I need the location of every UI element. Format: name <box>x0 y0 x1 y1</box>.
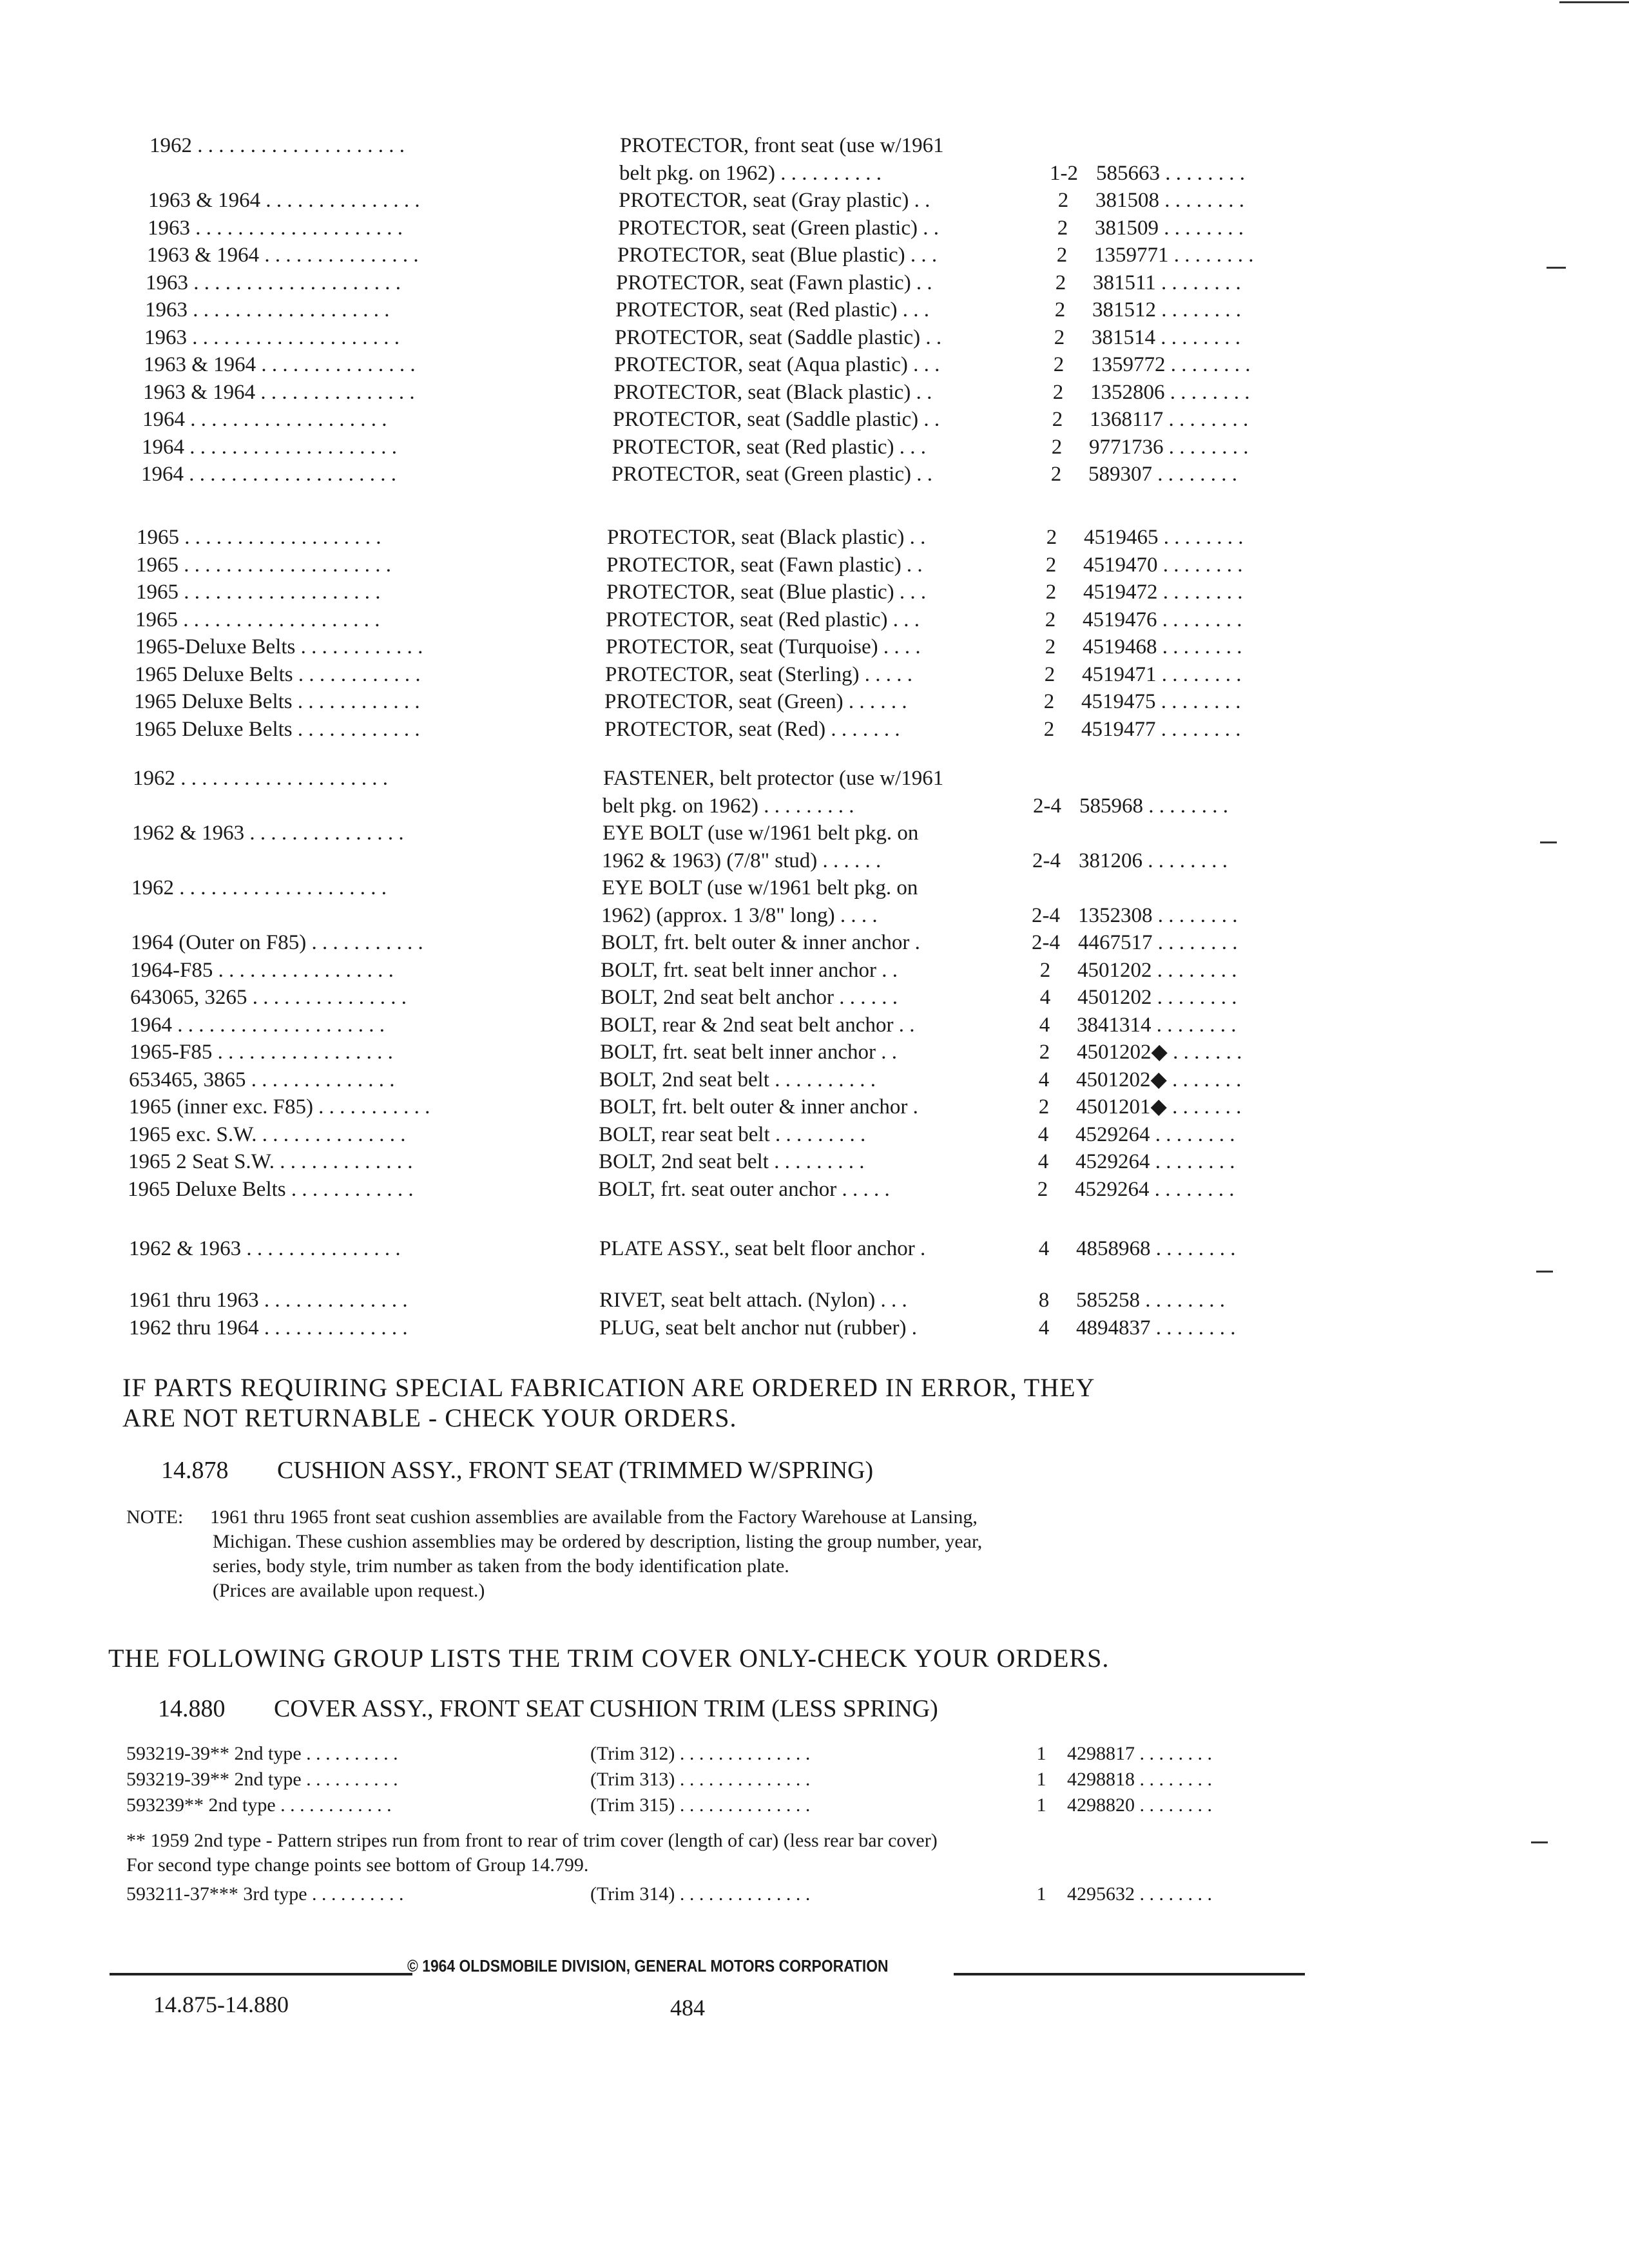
part-number-cell: 381512 . . . . . . . . <box>1092 298 1241 322</box>
part-number-cell: 589307 . . . . . . . . <box>1088 463 1237 486</box>
description-cell: PROTECTOR, seat (Green) . . . . . . <box>604 690 907 713</box>
quantity-cell: 2-4 <box>1032 931 1060 954</box>
group-number: 14.878 <box>161 1457 229 1484</box>
description-cell: 1962 & 1963) (7/8" stud) . . . . . . <box>602 849 882 872</box>
model-cell: 1964 . . . . . . . . . . . . . . . . . . . . <box>130 1013 385 1037</box>
trim-cover-heading: THE FOLLOWING GROUP LISTS THE TRIM COVER ONLY-CHECK YOUR ORDERS. <box>108 1644 1110 1673</box>
table-row <box>137 523 1425 552</box>
model-cell: 1965 Deluxe Belts . . . . . . . . . . . . <box>135 662 421 686</box>
table-row <box>131 874 1420 902</box>
part-number-cell: 4519465 . . . . . . . . <box>1084 526 1244 549</box>
table-row <box>136 551 1425 579</box>
quantity-cell: 2 <box>1039 1041 1050 1064</box>
part-number-cell: 4298818 . . . . . . . . <box>1067 1769 1212 1790</box>
model-cell: 1965-Deluxe Belts . . . . . . . . . . . . <box>135 635 423 658</box>
model-cell: 1964-F85 . . . . . . . . . . . . . . . . . <box>130 958 394 982</box>
description-cell: PROTECTOR, seat (Red plastic) . . . <box>612 435 927 459</box>
quantity-cell: 4 <box>1037 1122 1049 1146</box>
description-cell: BOLT, rear seat belt . . . . . . . . . <box>599 1122 866 1146</box>
quantity-cell: 4 <box>1039 986 1051 1009</box>
model-cell: 1963 . . . . . . . . . . . . . . . . . . . <box>145 298 390 322</box>
model-cell: 653465, 3865 . . . . . . . . . . . . . . <box>129 1068 395 1091</box>
model-cell: 1965 . . . . . . . . . . . . . . . . . . . . <box>136 553 391 577</box>
margin-mark <box>1559 1 1629 3</box>
trim-cell: (Trim 315) . . . . . . . . . . . . . . <box>590 1794 811 1816</box>
table-row <box>129 1066 1418 1094</box>
model-cell: 593239** 2nd type . . . . . . . . . . . . <box>126 1794 392 1816</box>
model-cell: 1963 & 1964 . . . . . . . . . . . . . . . <box>148 189 420 212</box>
model-cell: 1965 . . . . . . . . . . . . . . . . . . . <box>135 608 380 631</box>
model-cell: 1965 Deluxe Belts . . . . . . . . . . . . <box>134 690 420 713</box>
description-cell: PROTECTOR, seat (Fawn plastic) . . <box>606 553 923 577</box>
part-number-cell: 1359771 . . . . . . . . <box>1094 244 1254 267</box>
group-14878-title <box>161 1456 873 1485</box>
quantity-cell: 2 <box>1052 380 1064 404</box>
part-number-cell: 4298820 . . . . . . . . <box>1067 1794 1212 1816</box>
table-row <box>135 606 1424 634</box>
table-row <box>130 956 1419 985</box>
model-cell: 643065, 3265 . . . . . . . . . . . . . . . <box>130 986 407 1009</box>
quantity-cell: 2 <box>1045 635 1056 658</box>
part-number-cell: 4519468 . . . . . . . . <box>1083 635 1242 658</box>
margin-mark <box>1536 1271 1553 1273</box>
quantity-cell: 2 <box>1050 463 1062 486</box>
model-cell: 1963 . . . . . . . . . . . . . . . . . . . . <box>146 271 401 294</box>
description-cell: PROTECTOR, seat (Green plastic) . . <box>618 216 939 240</box>
part-number-cell: 585258 . . . . . . . . <box>1076 1289 1225 1312</box>
description-cell: BOLT, rear & 2nd seat belt anchor . . <box>600 1013 915 1037</box>
quantity-cell: 1 <box>1036 1769 1046 1790</box>
note-line: Michigan. These cushion assemblies may be ordered by description, listing the group number, year, <box>213 1531 983 1552</box>
cover-footnote-line-1: ** 1959 2nd type - Pattern stripes run from front to rear of trim cover (length of car) (less rear bar cover) <box>126 1830 938 1851</box>
table-row <box>131 847 1420 875</box>
description-cell: belt pkg. on 1962) . . . . . . . . . <box>602 794 854 818</box>
description-cell: EYE BOLT (use w/1961 belt pkg. on <box>602 876 918 899</box>
quantity-cell: 2 <box>1045 608 1056 631</box>
quantity-cell: 2 <box>1056 244 1068 267</box>
quantity-cell: 2 <box>1053 353 1065 376</box>
quantity-cell: 4 <box>1037 1150 1049 1173</box>
model-cell: 1965 (inner exc. F85) . . . . . . . . . . . <box>129 1095 430 1119</box>
table-row <box>142 405 1431 434</box>
model-cell: 1962 . . . . . . . . . . . . . . . . . . . . <box>149 134 405 157</box>
model-cell: 1963 & 1964 . . . . . . . . . . . . . . . <box>143 380 415 404</box>
description-cell: PLATE ASSY., seat belt floor anchor . <box>599 1237 926 1260</box>
table-row <box>149 159 1438 187</box>
description-cell: BOLT, 2nd seat belt . . . . . . . . . . <box>599 1068 876 1091</box>
table-row <box>134 687 1423 716</box>
part-number-cell: 381508 . . . . . . . . <box>1095 189 1244 212</box>
description-cell: PLUG, seat belt anchor nut (rubber) . <box>599 1316 918 1340</box>
model-cell: 1962 & 1963 . . . . . . . . . . . . . . . <box>132 822 404 845</box>
part-number-cell: 4519472 . . . . . . . . <box>1083 581 1243 604</box>
group-range: 14.875-14.880 <box>153 1992 289 2017</box>
part-number-cell: 381511 . . . . . . . . <box>1093 271 1241 294</box>
quantity-cell: 2-4 <box>1033 794 1061 818</box>
part-number-cell: 4519470 . . . . . . . . <box>1083 553 1243 577</box>
quantity-cell: 1 <box>1036 1883 1046 1905</box>
description-cell: BOLT, frt. belt outer & inner anchor . <box>599 1095 918 1119</box>
quantity-cell: 2 <box>1044 662 1055 686</box>
part-number-cell: 4501201◆ . . . . . . . <box>1076 1095 1242 1119</box>
margin-mark <box>1531 1841 1548 1843</box>
description-cell: BOLT, frt. belt outer & inner anchor . <box>601 931 920 954</box>
model-cell: 1963 . . . . . . . . . . . . . . . . . . . . <box>144 325 400 349</box>
table-row <box>136 578 1425 606</box>
table-row <box>134 715 1423 744</box>
quantity-cell: 2 <box>1057 216 1068 240</box>
page-number: 484 <box>670 1995 705 2021</box>
table-row <box>144 351 1432 379</box>
description-cell: PROTECTOR, seat (Saddle plastic) . . <box>613 408 940 431</box>
group-14880-title <box>158 1695 938 1723</box>
description-cell: PROTECTOR, seat (Blue plastic) . . . <box>606 581 927 604</box>
warning-line-2: ARE NOT RETURNABLE - CHECK YOUR ORDERS. <box>122 1403 737 1432</box>
trim-cell: (Trim 313) . . . . . . . . . . . . . . <box>590 1769 811 1790</box>
quantity-cell: 2 <box>1045 581 1057 604</box>
part-number-cell: 4298817 . . . . . . . . <box>1067 1743 1212 1764</box>
model-cell: 1962 . . . . . . . . . . . . . . . . . . . . <box>131 876 387 899</box>
description-cell: FASTENER, belt protector (use w/1961 <box>603 767 944 790</box>
model-cell: 1965-F85 . . . . . . . . . . . . . . . . . <box>130 1041 393 1064</box>
table-row <box>148 186 1437 215</box>
table-row <box>130 1011 1418 1039</box>
description-cell: PROTECTOR, seat (Red plastic) . . . <box>606 608 920 631</box>
description-cell: 1962) (approx. 1 3/8" long) . . . . <box>601 903 878 927</box>
quantity-cell: 8 <box>1038 1289 1050 1312</box>
quantity-cell: 2 <box>1052 408 1063 431</box>
table-row <box>141 460 1430 488</box>
quantity-cell: 2 <box>1054 298 1066 322</box>
model-cell: 1964 . . . . . . . . . . . . . . . . . . . . <box>142 435 397 459</box>
table-row <box>130 983 1419 1012</box>
model-cell: 1962 & 1963 . . . . . . . . . . . . . . . <box>129 1237 401 1260</box>
part-number-cell: 1352308 . . . . . . . . <box>1078 903 1238 927</box>
table-row <box>128 1175 1416 1204</box>
quantity-cell: 2-4 <box>1032 849 1061 872</box>
table-row <box>144 323 1433 352</box>
part-number-cell: 4501202 . . . . . . . . <box>1077 986 1237 1009</box>
quantity-cell: 2 <box>1055 271 1066 294</box>
model-cell: 1965 exc. S.W. . . . . . . . . . . . . . . <box>128 1122 406 1146</box>
part-number-cell: 4519475 . . . . . . . . <box>1081 690 1241 713</box>
model-cell: 1965 . . . . . . . . . . . . . . . . . . . <box>136 581 381 604</box>
quantity-cell: 2 <box>1043 717 1055 741</box>
table-row <box>126 1767 1415 1792</box>
description-cell: BOLT, 2nd seat belt . . . . . . . . . <box>599 1150 865 1173</box>
table-row <box>129 1314 1418 1342</box>
part-number-cell: 4529264 . . . . . . . . <box>1075 1122 1235 1146</box>
note-line: (Prices are available upon request.) <box>213 1580 485 1601</box>
group-number: 14.880 <box>158 1695 226 1722</box>
part-number-cell: 585968 . . . . . . . . <box>1079 794 1228 818</box>
model-cell: 1963 & 1964 . . . . . . . . . . . . . . . <box>147 244 419 267</box>
table-row <box>126 1741 1415 1767</box>
note-label: NOTE: <box>126 1506 184 1528</box>
table-row <box>132 792 1421 820</box>
description-cell: PROTECTOR, front seat (use w/1961 <box>620 134 944 157</box>
quantity-cell: 2 <box>1038 1095 1050 1119</box>
part-number-cell: 585663 . . . . . . . . <box>1096 161 1245 185</box>
model-cell: 1963 & 1964 . . . . . . . . . . . . . . . <box>144 353 416 376</box>
note-line: series, body style, trim number as taken from the body identification plate. <box>213 1555 789 1577</box>
table-row <box>133 764 1422 793</box>
description-cell: PROTECTOR, seat (Red) . . . . . . . <box>604 717 900 741</box>
part-number-cell: 4529264 . . . . . . . . <box>1075 1150 1235 1173</box>
description-cell: BOLT, 2nd seat belt anchor . . . . . . <box>601 986 898 1009</box>
warning-line-1: IF PARTS REQUIRING SPECIAL FABRICATION ARE ORDERED IN ERROR, THEY <box>122 1373 1095 1402</box>
footer-rule-left <box>110 1973 412 1975</box>
part-number-cell: 381206 . . . . . . . . <box>1079 849 1228 872</box>
model-cell: 1965 2 Seat S.W. . . . . . . . . . . . . . <box>128 1150 413 1173</box>
quantity-cell: 4 <box>1038 1068 1050 1091</box>
model-cell: 593219-39** 2nd type . . . . . . . . . . <box>126 1769 398 1790</box>
part-number-cell: 1359772 . . . . . . . . <box>1091 353 1251 376</box>
table-row <box>135 660 1423 689</box>
table-row <box>135 633 1424 661</box>
description-cell: PROTECTOR, seat (Black plastic) . . <box>607 526 926 549</box>
quantity-cell: 2 <box>1037 1177 1048 1201</box>
model-cell: 1963 . . . . . . . . . . . . . . . . . . . . <box>148 216 403 240</box>
part-number-cell: 9771736 . . . . . . . . <box>1089 435 1249 459</box>
description-cell: PROTECTOR, seat (Red plastic) . . . <box>615 298 930 322</box>
table-row <box>128 1148 1417 1176</box>
description-cell: PROTECTOR, seat (Aqua plastic) . . . <box>614 353 940 376</box>
model-cell: 1965 Deluxe Belts . . . . . . . . . . . . <box>134 717 420 741</box>
group-title: CUSHION ASSY., FRONT SEAT (TRIMMED W/SPRING) <box>277 1457 874 1484</box>
description-cell: PROTECTOR, seat (Sterling) . . . . . <box>605 662 912 686</box>
description-cell: BOLT, frt. seat outer anchor . . . . . <box>598 1177 890 1201</box>
table-row <box>147 241 1436 269</box>
model-cell: 593219-39** 2nd type . . . . . . . . . . <box>126 1743 398 1764</box>
table-row <box>126 1881 1415 1907</box>
trim-cell: (Trim 312) . . . . . . . . . . . . . . <box>590 1743 811 1764</box>
part-number-cell: 4501202 . . . . . . . . <box>1077 958 1237 982</box>
footer-rule-right <box>954 1973 1305 1975</box>
description-cell: belt pkg. on 1962) . . . . . . . . . . <box>619 161 882 185</box>
part-number-cell: 381509 . . . . . . . . <box>1095 216 1244 240</box>
description-cell: RIVET, seat belt attach. (Nylon) . . . <box>599 1289 907 1312</box>
part-number-cell: 4467517 . . . . . . . . <box>1078 931 1238 954</box>
copyright-notice: © 1964 OLDSMOBILE DIVISION, GENERAL MOTORS CORPORATION <box>407 1956 889 1975</box>
part-number-cell: 4519476 . . . . . . . . <box>1083 608 1242 631</box>
model-cell: 1964 (Outer on F85) . . . . . . . . . . . <box>131 931 423 954</box>
description-cell: BOLT, frt. seat belt inner anchor . . <box>601 958 898 982</box>
table-row <box>126 1792 1415 1818</box>
model-cell: 1965 . . . . . . . . . . . . . . . . . . . <box>137 526 381 549</box>
quantity-cell: 1-2 <box>1050 161 1078 185</box>
table-row <box>148 214 1436 242</box>
description-cell: PROTECTOR, seat (Black plastic) . . <box>613 380 932 404</box>
part-number-cell: 4529264 . . . . . . . . <box>1075 1177 1235 1201</box>
group-title: COVER ASSY., FRONT SEAT CUSHION TRIM (LESS SPRING) <box>274 1695 938 1722</box>
warning-heading <box>122 1372 1095 1433</box>
part-number-cell: 381514 . . . . . . . . <box>1092 325 1240 349</box>
quantity-cell: 2 <box>1057 189 1069 212</box>
table-row <box>131 901 1420 930</box>
margin-mark <box>1547 267 1566 269</box>
model-cell: 1965 Deluxe Belts . . . . . . . . . . . . <box>128 1177 414 1201</box>
table-row <box>129 1286 1418 1314</box>
margin-mark <box>1540 841 1557 843</box>
table-row <box>132 819 1421 847</box>
quantity-cell: 2-4 <box>1032 903 1060 927</box>
part-number-cell: 4501202◆ . . . . . . . <box>1076 1068 1242 1091</box>
quantity-cell: 1 <box>1036 1743 1046 1764</box>
description-cell: PROTECTOR, seat (Gray plastic) . . <box>619 189 930 212</box>
model-cell: 1961 thru 1963 . . . . . . . . . . . . . . <box>129 1289 408 1312</box>
part-number-cell: 4295632 . . . . . . . . <box>1067 1883 1212 1905</box>
model-cell: 1964 . . . . . . . . . . . . . . . . . . . . <box>141 463 396 486</box>
model-cell: 1962 thru 1964 . . . . . . . . . . . . . . <box>129 1316 408 1340</box>
table-row <box>143 378 1432 407</box>
model-cell: 1964 . . . . . . . . . . . . . . . . . . . <box>142 408 387 431</box>
model-cell: 593211-37*** 3rd type . . . . . . . . . . <box>126 1883 404 1905</box>
model-cell: 1962 . . . . . . . . . . . . . . . . . . . . <box>133 767 388 790</box>
part-number-cell: 1368117 . . . . . . . . <box>1090 408 1249 431</box>
table-row <box>149 131 1438 160</box>
table-row <box>128 1120 1417 1149</box>
quantity-cell: 2 <box>1043 690 1055 713</box>
quantity-cell: 2 <box>1039 958 1051 982</box>
quantity-cell: 2 <box>1045 553 1057 577</box>
description-cell: BOLT, frt. seat belt inner anchor . . <box>600 1041 897 1064</box>
cover-footnote <box>126 1829 1480 1880</box>
table-row <box>129 1235 1418 1263</box>
table-row <box>146 269 1434 297</box>
quantity-cell: 4 <box>1039 1013 1050 1037</box>
note-block <box>126 1505 1480 1608</box>
table-row <box>131 928 1420 957</box>
cover-footnote-line-2: For second type change points see bottom of Group 14.799. <box>126 1854 589 1876</box>
quantity-cell: 4 <box>1038 1237 1050 1260</box>
part-number-cell: 4858968 . . . . . . . . <box>1076 1237 1236 1260</box>
part-number-cell: 1352806 . . . . . . . . <box>1090 380 1250 404</box>
part-number-cell: 3841314 . . . . . . . . <box>1077 1013 1237 1037</box>
description-cell: PROTECTOR, seat (Saddle plastic) . . <box>615 325 942 349</box>
quantity-cell: 2 <box>1046 526 1057 549</box>
quantity-cell: 4 <box>1038 1316 1050 1340</box>
table-row <box>130 1038 1418 1066</box>
quantity-cell: 2 <box>1054 325 1065 349</box>
quantity-cell: 2 <box>1051 435 1063 459</box>
part-number-cell: 4519471 . . . . . . . . <box>1082 662 1242 686</box>
description-cell: PROTECTOR, seat (Turquoise) . . . . <box>606 635 921 658</box>
note-line: 1961 thru 1965 front seat cushion assemblies are available from the Factory Warehouse at Lansing, <box>210 1506 978 1528</box>
quantity-cell: 1 <box>1036 1794 1046 1816</box>
part-number-cell: 4519477 . . . . . . . . <box>1081 717 1241 741</box>
table-row <box>142 433 1431 461</box>
part-number-cell: 4894837 . . . . . . . . <box>1076 1316 1236 1340</box>
table-row <box>145 296 1434 324</box>
description-cell: PROTECTOR, seat (Fawn plastic) . . <box>616 271 932 294</box>
description-cell: EYE BOLT (use w/1961 belt pkg. on <box>602 822 919 845</box>
trim-cell: (Trim 314) . . . . . . . . . . . . . . <box>590 1883 811 1905</box>
description-cell: PROTECTOR, seat (Blue plastic) . . . <box>617 244 938 267</box>
description-cell: PROTECTOR, seat (Green plastic) . . <box>612 463 932 486</box>
part-number-cell: 4501202◆ . . . . . . . <box>1077 1041 1242 1064</box>
table-row <box>129 1093 1418 1121</box>
